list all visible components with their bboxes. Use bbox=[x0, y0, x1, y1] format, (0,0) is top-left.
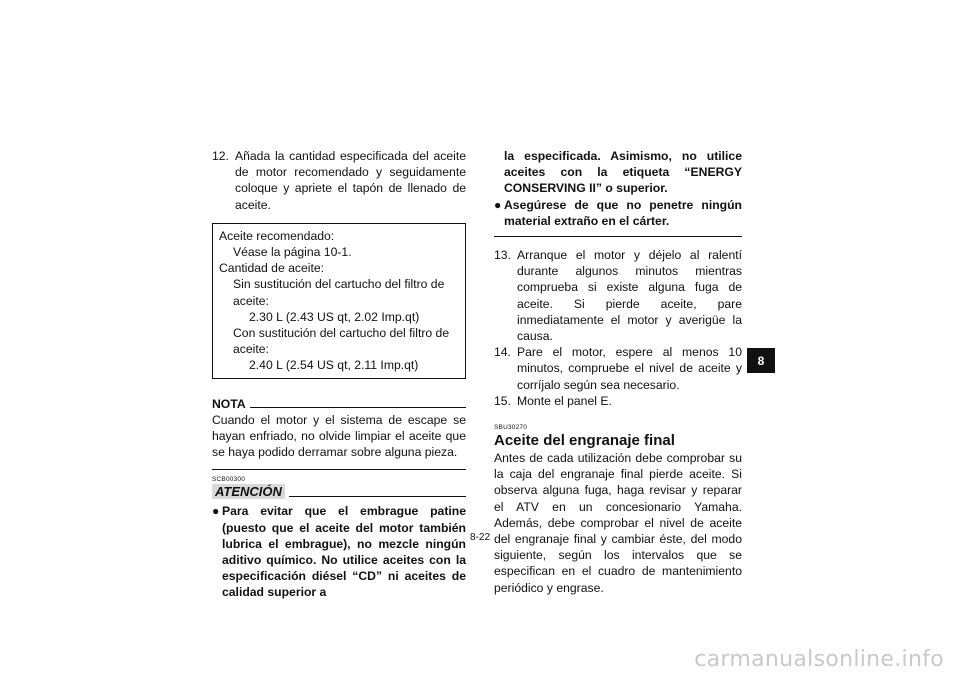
bullet-text: Asegúrese de que no penetre ningún material extraño en el cárter. bbox=[504, 197, 742, 228]
nota-text: Cuando el motor y el sistema de escape se hayan enfriado, no olvide limpiar el aceite que se haya podido derramar sobre alguna pieza. bbox=[212, 412, 466, 460]
bullet-icon: ● bbox=[212, 504, 220, 519]
spec-line: Véase la página 10-1. bbox=[233, 245, 352, 260]
step-14 bbox=[494, 344, 742, 393]
attention-heading bbox=[212, 484, 466, 499]
step-text: Monte el panel E. bbox=[517, 393, 612, 408]
bullet-text: la especificada. Asimismo, no utilice aceites con la etiqueta “ENERGY CONSERVING II” o superior. bbox=[504, 149, 742, 196]
bullet-text: Para evitar que el embrague patine (puesto que el aceite del motor también lubrica el embrague), no mezcle ningún aditivo químico. No utilice aceites con la especificación diésel “CD” ni aceites de calidad superior a bbox=[222, 504, 466, 600]
step-text: Añada la cantidad especificada del aceite de motor recomendado y seguidamente coloque y apriete el tapón de llenado de aceite. bbox=[235, 149, 466, 212]
bullet-item bbox=[494, 197, 742, 229]
right-column bbox=[494, 148, 742, 596]
spec-line: 2.30 L (2.43 US qt, 2.02 Imp.qt) bbox=[249, 309, 420, 324]
section-code: SCB00300 bbox=[212, 476, 246, 484]
attention-label: ATENCIÓN bbox=[212, 484, 285, 499]
nota-heading bbox=[212, 396, 466, 412]
page-number: 8-22 bbox=[469, 532, 490, 543]
section-code: SBU30270 bbox=[494, 424, 528, 432]
nota-label: NOTA bbox=[212, 396, 246, 411]
bullet-icon: ● bbox=[494, 197, 502, 212]
section-text: Antes de cada utilización debe comprobar su la caja del engranaje final pierde aceite. Si observa alguna fuga, haga revisar y reparar el ATV en un concesionario Yamaha. Además, debe comprobar el nivel de aceite del engranaje final y cambiar éste, del modo siguiente, según los intervalos que se especifican en el cuadro de mantenimiento periódico y engrase. bbox=[494, 451, 742, 595]
divider bbox=[494, 236, 742, 237]
step-text: Pare el motor, espere al menos 10 minutos, compruebe el nivel de aceite y corríjalo según sea necesario. bbox=[517, 345, 742, 392]
bullet-item bbox=[212, 503, 466, 600]
spec-line: 2.40 L (2.54 US qt, 2.11 Imp.qt) bbox=[249, 358, 419, 373]
attention-body-continued bbox=[494, 148, 742, 229]
step-13 bbox=[494, 247, 742, 344]
section-title: Aceite del engranaje final bbox=[494, 432, 675, 450]
step-number: 14. bbox=[494, 345, 511, 360]
divider bbox=[250, 399, 466, 408]
divider bbox=[212, 469, 466, 470]
step-number: 13. bbox=[494, 248, 511, 263]
spec-line: Cantidad de aceite: bbox=[219, 261, 325, 276]
spec-line: Con sustitución del cartucho del filtro de aceite: bbox=[233, 326, 450, 357]
step-15 bbox=[494, 393, 742, 409]
step-text: Arranque el motor y déjelo al ralentí durante algunos minutos mientras comprueba si existe alguna fuga de aceite. Si pierde aceite, pare inmediatamente el motor y averigüe la causa. bbox=[517, 248, 742, 344]
chapter-tab: 8 bbox=[747, 348, 775, 373]
watermark: carmanualsonline.info bbox=[694, 647, 944, 672]
divider bbox=[289, 496, 466, 497]
step-number: 12. bbox=[212, 149, 229, 163]
spec-line: Aceite recomendado: bbox=[219, 228, 335, 243]
attention-body bbox=[212, 503, 466, 600]
spec-line: Sin sustitución del cartucho del filtro de aceite: bbox=[233, 277, 445, 308]
step-12 bbox=[212, 148, 466, 213]
bullet-item bbox=[494, 148, 742, 197]
step-number: 15. bbox=[494, 393, 511, 408]
oil-spec-box bbox=[212, 223, 466, 379]
